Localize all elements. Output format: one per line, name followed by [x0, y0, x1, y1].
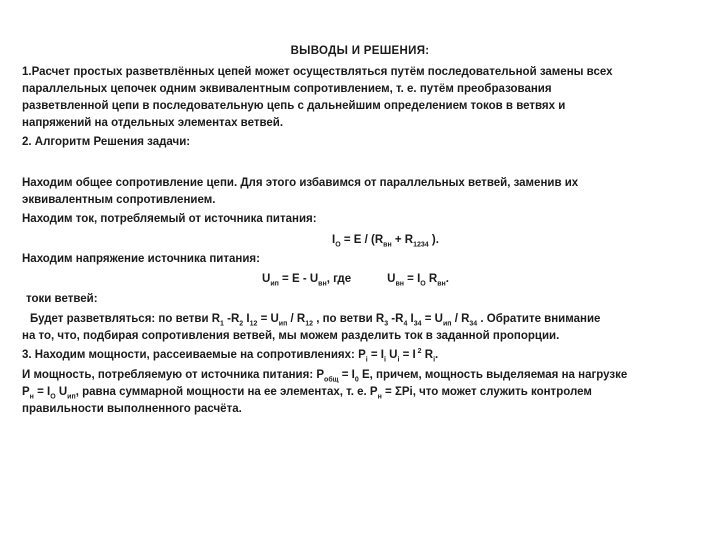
formula-part: + R — [391, 234, 414, 246]
formula-subscript: вн — [318, 280, 327, 288]
algorithm-heading: 2. Алгоритм Решения задачи: — [22, 136, 191, 148]
formula-part: U — [262, 273, 271, 285]
text-part: 3. Находим мощности, рассеиваемые на сопротивлениях: P — [22, 349, 366, 361]
formula-subscript: вн — [437, 280, 446, 288]
subscript: 1 — [220, 320, 224, 328]
formula-part: = I — [403, 273, 421, 285]
text-part: I — [407, 313, 414, 325]
step-power-dissipation — [22, 348, 438, 362]
formula-subscript: вн — [383, 241, 392, 249]
step-source-voltage: Находим напряжение источника питания: — [22, 253, 260, 265]
text-part: = I — [399, 349, 416, 361]
formula-subscript: ип — [270, 280, 279, 288]
text-part: = I — [33, 386, 51, 398]
text-part: Pi, что может служить контролем — [401, 386, 592, 398]
slide-title: ВЫВОДЫ И РЕШЕНИЯ: — [290, 45, 430, 57]
step-total-resistance-line-2: эквивалентным сопротивлением. — [22, 194, 216, 206]
text-part: E, причем, мощность выделяемая на нагрузке — [358, 369, 628, 381]
branch-currents-line-1 — [30, 312, 600, 326]
subscript: общ — [324, 376, 339, 384]
step-source-current: Находим ток, потребляемый от источника питания: — [22, 213, 317, 225]
subscript: i — [384, 356, 386, 364]
text-part: U — [385, 349, 398, 361]
formula-part: R — [425, 273, 438, 285]
formula-part: = E / (R — [340, 234, 384, 246]
formula-part: . — [445, 273, 449, 285]
sigma-symbol: Σ — [394, 386, 402, 398]
text-part: P — [22, 386, 30, 398]
source-power-line-3: правильности выполненного расчёта. — [22, 403, 242, 415]
text-part: , равна суммарной мощности на ее элементах, т. е. P — [75, 386, 378, 398]
formula-part: , где — [326, 273, 352, 285]
subscript: н — [29, 393, 34, 401]
branch-currents-heading: токи ветвей: — [26, 293, 98, 305]
text-part: . — [435, 349, 439, 361]
formula-subscript: вн — [395, 280, 404, 288]
formula-part: I — [332, 234, 336, 246]
text-part: , по ветви R — [313, 313, 385, 325]
paragraph-1-line-1: 1.Расчет простых разветвлённых цепей может осуществляться путём последовательной замены всех — [22, 66, 613, 78]
text-part: = — [381, 386, 395, 398]
text-part: = U — [257, 313, 279, 325]
text-part: = I — [367, 349, 385, 361]
superscript: 2 — [415, 348, 422, 356]
text-part: И мощность, потребляемую от источника питания: P — [22, 369, 325, 381]
subscript: ип — [278, 320, 288, 328]
formula-subscript: 1234 — [413, 241, 429, 249]
text-part: / R — [451, 313, 470, 325]
subscript: i — [433, 356, 436, 364]
formula-subscript: O — [420, 280, 426, 288]
formula-part: U — [387, 273, 396, 285]
subscript: 2 — [239, 320, 244, 328]
paragraph-1-line-3: разветвленной цепи в последовательную цепь с дальнейшим определением токов в ветвях и — [22, 100, 566, 112]
text-part: U — [55, 386, 68, 398]
text-part: I — [243, 313, 250, 325]
text-part: -R — [223, 313, 240, 325]
step-total-resistance-line-1: Находим общее сопротивление цепи. Для этого избавимся от параллельных ветвей, заменив их — [22, 177, 579, 189]
subscript: ип — [442, 320, 452, 328]
subscript: 12 — [249, 320, 258, 328]
subscript: 3 — [384, 320, 389, 328]
formula-subscript: O — [335, 241, 341, 249]
subscript: ип — [67, 393, 76, 401]
text-part: R — [421, 349, 434, 361]
subscript: i — [397, 356, 400, 364]
subscript: O — [50, 393, 56, 401]
formula-part: = E - U — [278, 273, 319, 285]
text-part: -R — [388, 313, 404, 325]
text-part: = U — [421, 313, 443, 325]
formula-source-voltage — [262, 272, 449, 286]
branch-currents-line-2: на то, что, подбирая сопротивления ветвей, мы можем разделить ток в заданной пропорции. — [22, 330, 560, 342]
paragraph-1-line-4: напряжений на отдельных элементах ветвей. — [22, 117, 284, 129]
formula-part: ). — [428, 234, 439, 246]
source-power-line-1 — [22, 368, 627, 382]
text-part: Будет разветвляться: по ветви R — [30, 313, 221, 325]
subscript: 4 — [403, 320, 408, 328]
text-part: / R — [287, 313, 306, 325]
text-part: . Обратите внимание — [477, 313, 601, 325]
subscript: 12 — [305, 320, 314, 328]
subscript: 0 — [354, 376, 359, 384]
source-power-line-2 — [22, 385, 592, 399]
subscript: 34 — [469, 320, 478, 328]
paragraph-1-line-2: параллельных цепочек одним эквивалентным сопротивлением, т. е. путём преобразования — [22, 83, 552, 95]
subscript: 34 — [413, 320, 422, 328]
formula-source-current — [332, 233, 439, 247]
text-part: = I — [338, 369, 355, 381]
subscript: i — [365, 356, 368, 364]
subscript: н — [377, 393, 382, 401]
